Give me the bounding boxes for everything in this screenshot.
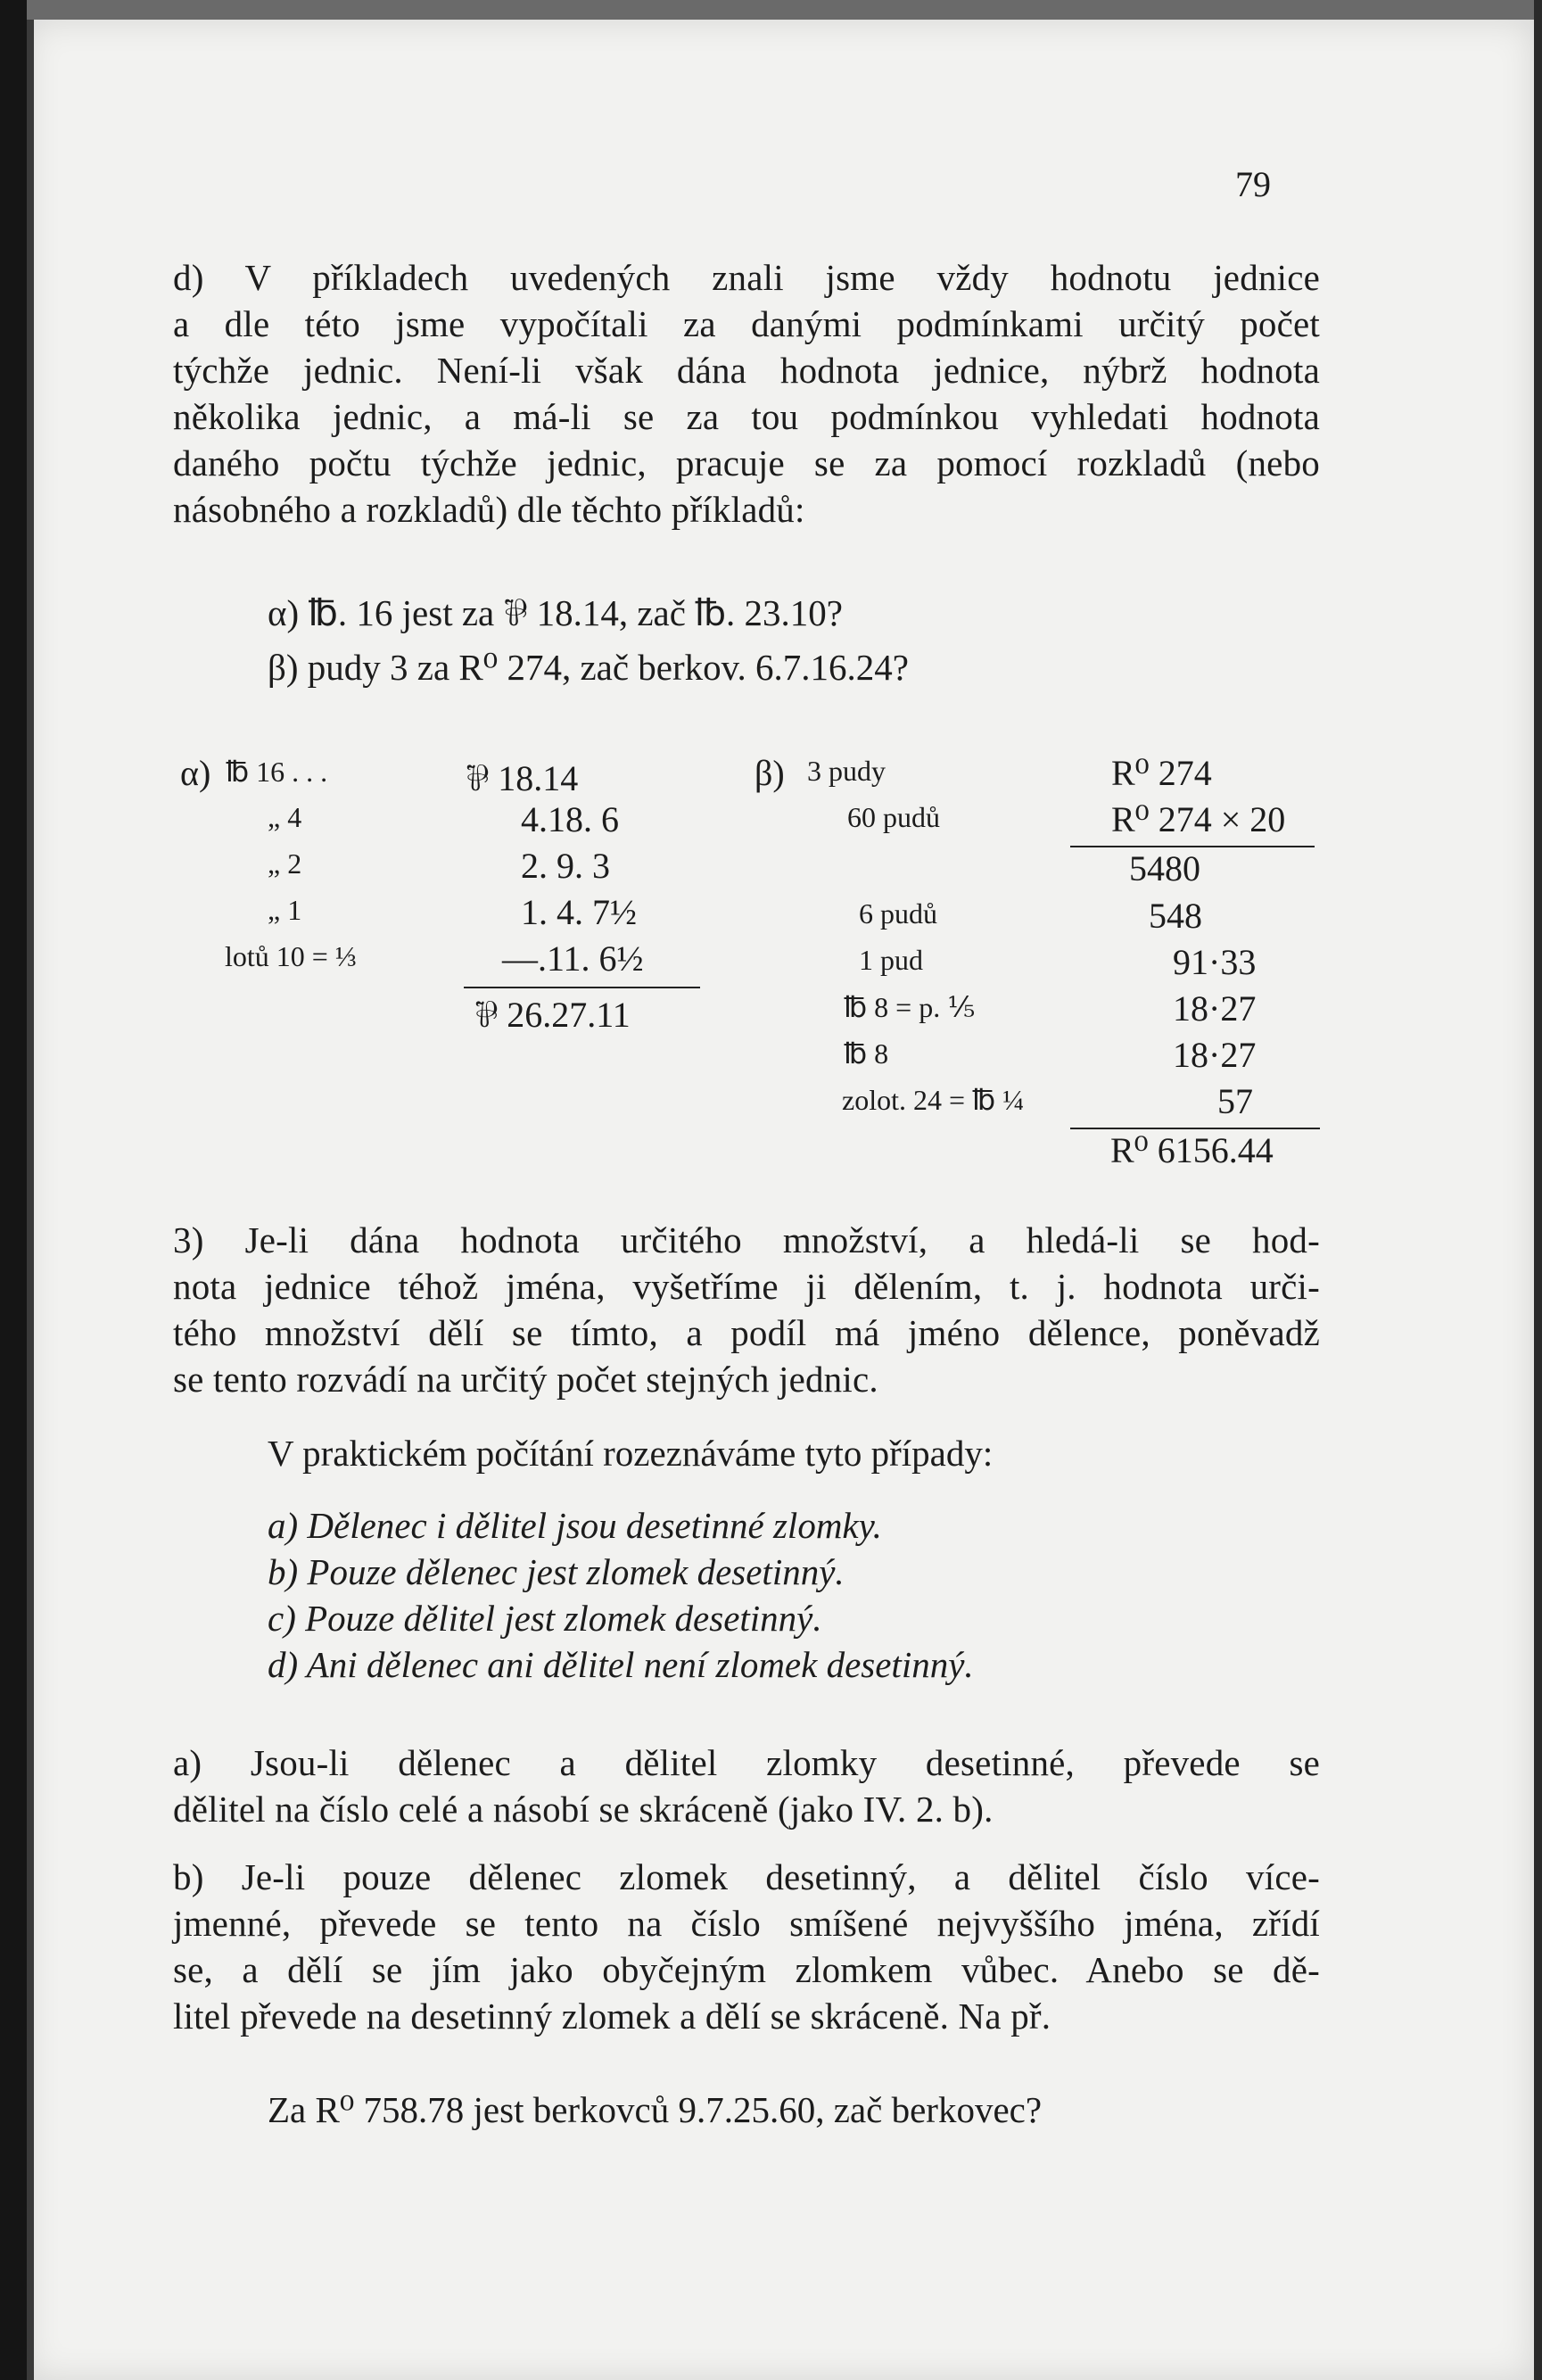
calc-left: 1 pud: [859, 944, 923, 976]
calc-left: lotů 10 = ⅓: [225, 940, 357, 972]
calc-right: ⅌ 18.14: [466, 758, 579, 798]
text-line: d) V příkladech uvedených znali jsme vždy hodnotu jednice: [173, 257, 1320, 298]
calc-left: „ 2: [268, 847, 302, 880]
paragraph-b: [173, 1854, 1320, 2039]
calc-left: ℔ 8: [844, 1037, 889, 1070]
calc-right: R⁰ 274 × 20: [1111, 799, 1286, 839]
calc-right: 548: [1149, 896, 1202, 936]
calc-total: ⅌ 26.27.11: [474, 995, 631, 1035]
case-item: [268, 1641, 974, 1688]
text-line: litel převede na desetinný zlomek a dělí se skráceně. Na př.: [173, 1996, 1051, 2037]
paragraph-a: [173, 1740, 1320, 1832]
calc-label: α): [180, 753, 211, 793]
case-list: [268, 1502, 974, 1688]
praxis-intro: V praktickém počítání rozeznáváme tyto případy:: [268, 1433, 994, 1474]
case-label: a): [268, 1505, 299, 1546]
text-line: týchže jednic. Není-li však dána hodnota jednice, nýbrž hodnota: [173, 350, 1320, 391]
calc-right: 4.18. 6: [521, 799, 619, 839]
calc-right: 5480: [1129, 848, 1200, 888]
text-line: několika jednic, a má-li se za tou podmínkou vyhledati hodnota: [173, 396, 1320, 437]
page-number: 79: [1235, 164, 1271, 204]
text-line: dělitel na číslo celé a násobí se skráceně (jako IV. 2. b).: [173, 1789, 994, 1830]
case-text: Ani dělenec ani dělitel není zlomek desetinný.: [306, 1644, 974, 1685]
calc-right: 91·33: [1173, 942, 1257, 982]
text-line: nota jednice téhož jména, vyšetříme ji dělením, t. j. hodnota urči-: [173, 1266, 1320, 1307]
calc-left: 3 pudy: [807, 755, 886, 787]
text-line: tého množství dělí se tímto, a podíl má jméno dělence, poněvadž: [173, 1312, 1320, 1353]
question-beta: β) pudy 3 za R⁰ 274, zač berkov. 6.7.16.24?: [268, 647, 909, 688]
calc-left: zolot. 24 = ℔ ¼: [842, 1084, 1025, 1116]
case-label: c): [268, 1598, 296, 1639]
scan-top-edge: [0, 0, 1542, 20]
paragraph-d: [173, 254, 1320, 533]
case-item: [268, 1595, 974, 1641]
text-line: násobného a rozkladů) dle těchto příkladů:: [173, 489, 805, 530]
calc-label: β): [755, 753, 785, 793]
calc-right: —.11. 6½: [502, 938, 644, 979]
calc-right: R⁰ 274: [1111, 753, 1212, 793]
case-label: b): [268, 1551, 299, 1592]
calc-right: 1. 4. 7½: [521, 892, 637, 932]
calc-left: ℔ 16 . . .: [226, 756, 328, 788]
page-gutter: [27, 20, 34, 2380]
case-text: Dělenec i dělitel jsou desetinné zlomky.: [307, 1505, 882, 1546]
calc-right: 2. 9. 3: [521, 846, 610, 886]
text-line: 3) Je-li dána hodnota určitého množství, a hledá-li se hod-: [173, 1219, 1320, 1260]
calc-left: ℔ 8 = p. ⅕: [844, 991, 976, 1023]
case-text: Pouze dělenec jest zlomek desetinný.: [307, 1551, 845, 1592]
text-line: jmenné, převede se tento na číslo smíšené nejvyššího jména, zřídí: [173, 1903, 1320, 1944]
text-line: daného počtu týchže jednic, pracuje se za pomocí rozkladů (nebo: [173, 442, 1320, 483]
text-line: se, a dělí se jím jako obyčejným zlomkem vůbec. Anebo se dě-: [173, 1949, 1320, 1990]
text-line: se tento rozvádí na určitý počet stejných jednic.: [173, 1359, 878, 1400]
case-item: [268, 1502, 974, 1549]
case-label: d): [268, 1644, 299, 1685]
scan-right-edge: [1534, 0, 1542, 2380]
calc-right: 57: [1217, 1081, 1253, 1121]
case-text: Pouze dělitel jest zlomek desetinný.: [305, 1598, 822, 1639]
book-spine-shadow: [0, 0, 27, 2380]
calc-left: 60 pudů: [847, 801, 940, 833]
calc-left: „ 1: [268, 894, 302, 926]
text-line: a) Jsou-li dělenec a dělitel zlomky desetinné, převede se: [173, 1742, 1320, 1783]
calc-left: „ 4: [268, 801, 302, 833]
text-line: b) Je-li pouze dělenec zlomek desetinný, a dělitel číslo více-: [173, 1856, 1320, 1897]
calc-left: 6 pudů: [859, 897, 937, 930]
final-question: Za R⁰ 758.78 jest berkovců 9.7.25.60, zač berkovec?: [268, 2089, 1043, 2130]
calc-right: 18·27: [1173, 988, 1257, 1029]
question-alpha: α) ℔. 16 jest za ⅌ 18.14, zač ℔. 23.10?: [268, 592, 843, 633]
case-item: [268, 1549, 974, 1595]
calc-total: R⁰ 6156.44: [1110, 1130, 1274, 1170]
calc-right: 18·27: [1173, 1035, 1257, 1075]
paragraph-3: [173, 1217, 1320, 1402]
text-line: a dle této jsme vypočítali za danými podmínkami určitý počet: [173, 303, 1320, 344]
